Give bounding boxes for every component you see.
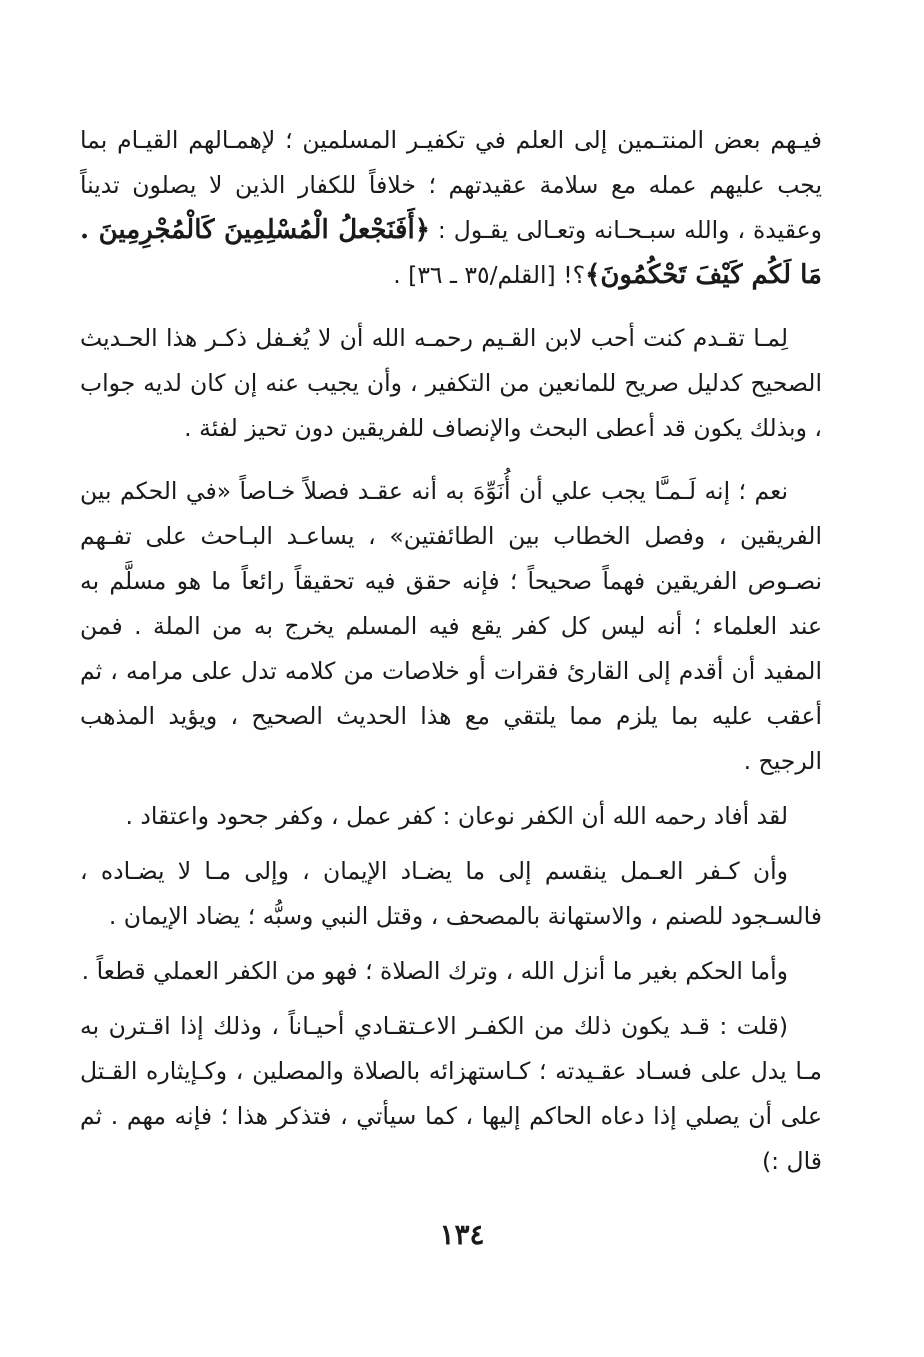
paragraph-6: وأما الحكم بغير ما أنزل الله ، وترك الصلاة ؛ فهو من الكفر العملي قطعاً . [81,957,788,985]
paragraph-5: وأن كـفر العـمل ينقسم إلى ما يضـاد الإيمان ، وإلى مـا لا يضـاده ، فالسـجود للصنم ، والاستهانة بالمصحف ، وقتل النبي وسبُّه ؛ يضاد الإيمان . [80,857,822,930]
verse-reference: ؟! [القلم/٣٥ ـ ٣٦] . [393,261,586,289]
paragraph-7: (قلت : قـد يكون ذلك من الكفـر الاعـتقـادي أحيـاناً ، وذلك إذا اقـترن به مـا يدل على فسـاد عقـيدته ؛ كـاستهزائه بالصلاة والمصلين ، وكـإيثاره القـتل على أن يصلي إذا دعاه الحاكم إليها ، كما سيأتي ، فتذكر هذا ؛ فإنه مهم . ثم قال :) [80,1012,822,1175]
page-body [80,118,822,1184]
page-number: ١٣٤ [439,1218,485,1251]
paragraph-1-text: فيـهم بعض المنتـمين إلى العلم في تكفيـر المسلمين ؛ لإهمـالهم القيـام بما يجب عليهم عمله مع سلامة عقيدتهم ؛ خلافاً للكفار الذين لا يصلون تديناً وعقيدة ، والله سبـحـانه وتعـالى يقـول : [80,126,822,244]
paragraph-4: لقد أفاد رحمه الله أن الكفر نوعان : كفر عمل ، وكفر جحود واعتقاد . [125,802,788,830]
paragraph-2: لِمـا تقـدم كنت أحب لابن القـيم رحمـه الله أن لا يُغـفل ذكـر هذا الحـديث الصحيح كدليل صريح للمانعين من التكفير ، وأن يجيب عنه إن كان لديه جواب ، وبذلك يكون قد أعطى البحث والإنصاف للفريقين دون تحيز لفئة . [80,324,822,442]
quran-verse: ﴿أَفَنَجْعلُ الْمُسْلِمِينَ كَالْمُجْرِمِينَ . مَا لَكُم كَيْفَ تَحْكُمُونَ﴾ [80,215,822,290]
paragraph-3: نعم ؛ إنه لَـمـَّا يجب علي أن أُنَوِّهَ به أنه عقـد فصلاً خـاصاً «في الحكم بين الفريقين ، وفصل الخطاب بين الطائفتين» ، يساعـد البـاحث على تفـهم نصـوص الفريقين فهماً صحيحاً ؛ فإنه حقق فيه تحقيقاً رائعاً ما هو مسلَّم به عند العلماء ؛ أنه ليس كل كفر يقع فيه المسلم يخرج به من الملة . فمن المفيد أن أقدم إلى القارئ فقرات أو خلاصات من كلامه تدل على مرامه ، ثم أعقب عليه بما يلزم مما يلتقي مع هذا الحديث الصحيح ، ويؤيد المذهب الرجيح . [80,477,822,775]
paragraph-1 [80,118,822,298]
